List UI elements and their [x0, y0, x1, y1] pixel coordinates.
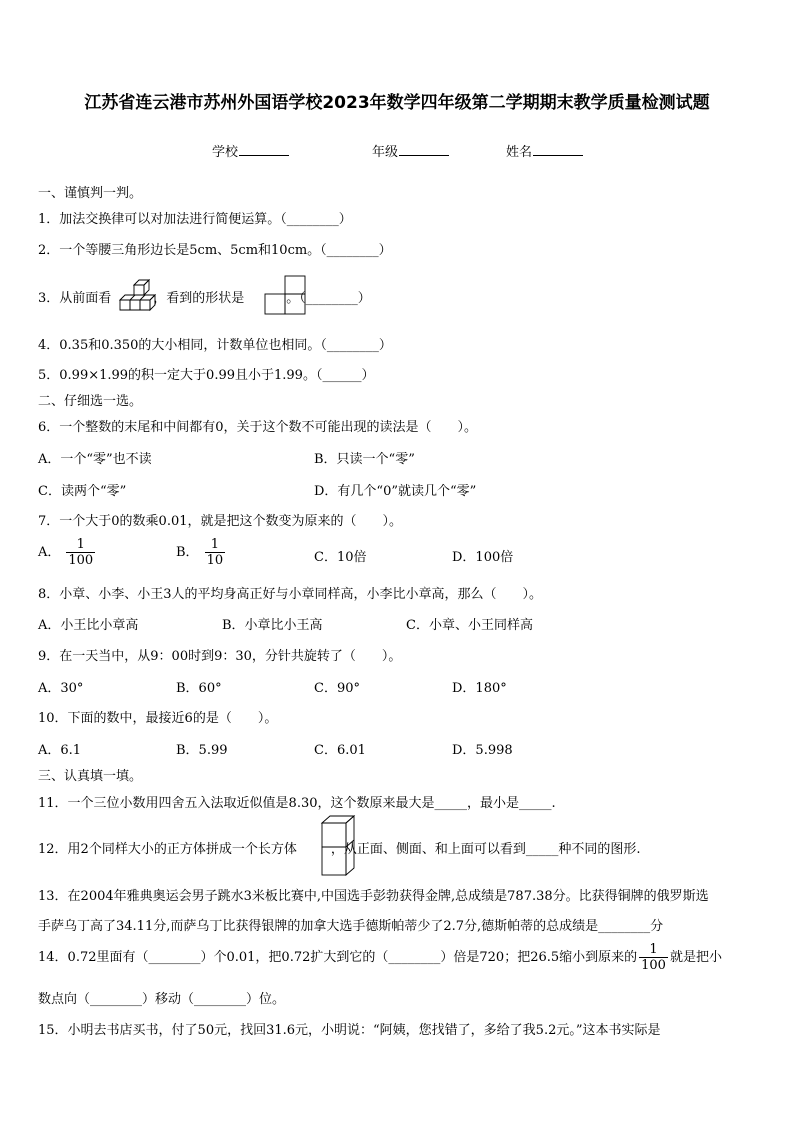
- question-6-option-d[interactable]: D．有几个“0”就读几个“零”: [314, 484, 477, 499]
- question-10-option-c[interactable]: C．6.01: [314, 743, 366, 758]
- numerator: 1: [76, 537, 85, 552]
- grade-label: 年级: [372, 145, 399, 160]
- question-14-line-2: 数点向（________）移动（________）位。: [38, 992, 286, 1007]
- question-3-part-b: ，看到的形状是: [153, 291, 245, 306]
- question-14-line-1: [38, 942, 722, 973]
- question-8-option-b[interactable]: B．小章比小王高: [222, 618, 323, 633]
- question-7-stem: 7．一个大于0的数乘0.01，就是把这个数变为原来的（ ）。: [38, 514, 402, 529]
- question-12-part-b: ，从正面、侧面、和上面可以看到_____种不同的图形.: [330, 842, 641, 857]
- question-15: 15．小明去书店买书，付了50元，找回31.6元，小明说：“阿姨，您找错了，多给了我5.2元。”这本书实际是: [38, 1023, 661, 1038]
- grade-field: [372, 141, 449, 160]
- question-6-option-a[interactable]: A．一个“零”也不读: [38, 452, 152, 467]
- question-12-part-a: 12．用2个同样大小的正方体拼成一个长方体: [38, 842, 297, 857]
- question-6-option-b[interactable]: B．只读一个“零”: [314, 452, 415, 467]
- denominator: 100: [68, 553, 94, 568]
- question-13-line-1: 13．在2004年雅典奥运会男子跳水3米板比赛中,中国选手彭勃获得金牌,总成绩是787.38分。比获得铜牌的俄罗斯选: [38, 889, 709, 904]
- question-11: 11．一个三位小数用四舍五入法取近似值是8.30，这个数原来最大是_____，最小是_____.: [38, 796, 556, 811]
- section-1-heading: 一、谨慎判一判。: [38, 186, 143, 201]
- question-10-option-b[interactable]: B．5.99: [176, 743, 228, 758]
- question-8-stem: 8．小章、小李、小王3人的平均身高正好与小章同样高，小李比小章高，那么（ ）。: [38, 587, 543, 602]
- numerator: 1: [210, 537, 219, 552]
- question-9-option-d[interactable]: D．180°: [452, 681, 507, 696]
- fraction: [205, 537, 226, 568]
- question-7-option-c[interactable]: C．10倍: [314, 550, 367, 565]
- question-10-option-d[interactable]: D．5.998: [452, 743, 513, 758]
- school-label: 学校: [212, 145, 239, 160]
- question-2: 2．一个等腰三角形边长是5cm、5cm和10cm。（________）: [38, 243, 392, 258]
- cube-stack-figure: [117, 277, 157, 315]
- numerator: 1: [649, 942, 658, 957]
- fraction: [66, 537, 95, 568]
- question-3-part-a: 3．从前面看: [38, 291, 112, 306]
- grade-blank[interactable]: [399, 154, 449, 156]
- question-10-stem: 10．下面的数中，最接近6的是（ ）。: [38, 711, 278, 726]
- question-5: 5．0.99×1.99的积一定大于0.99且小于1.99。（______）: [38, 368, 375, 383]
- school-blank[interactable]: [239, 154, 289, 156]
- question-7-option-b-label: B．: [176, 545, 199, 560]
- section-2-heading: 二、仔细选一选。: [38, 394, 143, 409]
- question-7-option-b[interactable]: [176, 537, 225, 568]
- question-8-option-c[interactable]: C．小章、小王同样高: [406, 618, 533, 633]
- fraction: [639, 942, 668, 973]
- question-7-option-a[interactable]: [38, 537, 95, 568]
- question-13-line-2: 手萨乌丁高了34.11分,而萨乌丁比获得银牌的加拿大选手德斯帕蒂少了2.7分,德斯帕蒂的总成绩是________分: [38, 919, 664, 934]
- name-label: 姓名: [506, 145, 533, 160]
- question-10-option-a[interactable]: A．6.1: [38, 743, 82, 758]
- question-8-option-a[interactable]: A．小王比小章高: [38, 618, 139, 633]
- name-blank[interactable]: [533, 154, 583, 156]
- cuboid-figure: [320, 814, 356, 878]
- question-4: 4．0.35和0.350的大小相同，计数单位也相同。（________）: [38, 338, 392, 353]
- question-14-part-b: 就是把小: [669, 949, 722, 965]
- question-3-part-c: 。（________）: [286, 291, 371, 306]
- question-9-option-c[interactable]: C．90°: [314, 681, 360, 696]
- question-6-stem: 6．一个整数的末尾和中间都有0，关于这个数不可能出现的读法是（ ）。: [38, 420, 478, 435]
- denominator: 10: [206, 553, 224, 568]
- question-9-stem: 9．在一天当中，从9：00时到9：30，分针共旋转了（ ）。: [38, 649, 402, 664]
- name-field: [506, 141, 583, 160]
- question-3: [38, 287, 371, 306]
- section-3-heading: 三、认真填一填。: [38, 769, 143, 784]
- question-7-option-a-label: A．: [38, 545, 61, 560]
- question-6-option-c[interactable]: C．读两个“零”: [38, 484, 127, 499]
- school-field: [212, 141, 289, 160]
- question-1: 1．加法交换律可以对加法进行简便运算。（________）: [38, 212, 352, 227]
- question-9-option-b[interactable]: B．60°: [176, 681, 222, 696]
- question-9-option-a[interactable]: A．30°: [38, 681, 84, 696]
- page-title: 江苏省连云港市苏州外国语学校2023年数学四年级第二学期期末教学质量检测试题: [84, 93, 710, 113]
- denominator: 100: [641, 958, 666, 973]
- question-14-part-a: 14．0.72里面有（________）个0.01，把0.72扩大到它的（________）倍是720；把26.5缩小到原来的: [38, 949, 638, 965]
- question-7-option-d[interactable]: D．100倍: [452, 550, 514, 565]
- front-view-shape: [263, 274, 309, 316]
